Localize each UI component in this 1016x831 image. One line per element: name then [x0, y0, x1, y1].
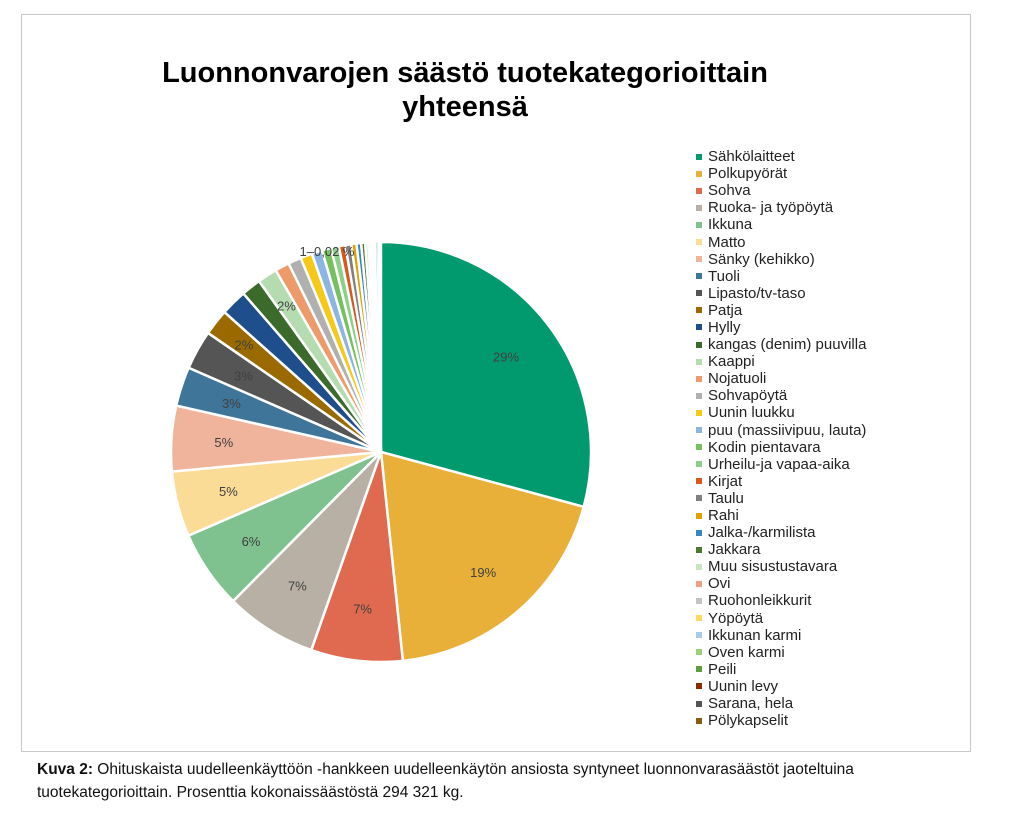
legend-item-24	[696, 558, 966, 575]
legend-item-0	[696, 148, 966, 165]
legend-label-19: Kirjat	[708, 472, 743, 490]
legend-swatch-29	[696, 649, 702, 655]
legend-label-0: Sähkölaitteet	[708, 148, 795, 166]
legend-swatch-32	[696, 701, 702, 707]
legend-label-12: Kaappi	[708, 353, 755, 371]
legend-item-18	[696, 456, 966, 473]
pie-data-label-7: 3%	[221, 395, 241, 411]
legend-label-26: Ruohonleikkurit	[708, 592, 812, 610]
legend-swatch-5	[696, 239, 702, 245]
legend-label-8: Lipasto/tv-taso	[708, 284, 806, 302]
legend-swatch-27	[696, 615, 702, 621]
pie-data-label-0: 29%	[493, 349, 520, 365]
legend-label-18: Urheilu-ja vapaa-aika	[708, 455, 850, 473]
small-slices-label: 1–0,02 %	[299, 244, 355, 259]
legend-label-1: Polkupyörät	[708, 165, 788, 183]
legend-label-6: Sänky (kehikko)	[708, 250, 815, 268]
legend-label-21: Rahi	[708, 507, 739, 525]
legend-item-15	[696, 404, 966, 421]
legend-item-25	[696, 575, 966, 592]
legend-swatch-16	[696, 427, 702, 433]
legend-label-14: Sohvapöytä	[708, 387, 788, 405]
legend-swatch-6	[696, 256, 702, 262]
legend-label-29: Oven karmi	[708, 643, 785, 661]
legend-label-22: Jalka-/karmilista	[708, 524, 816, 542]
legend-label-25: Ovi	[708, 575, 731, 593]
legend-label-9: Patja	[708, 301, 743, 319]
legend-swatch-33	[696, 718, 702, 724]
legend-label-2: Sohva	[708, 182, 751, 200]
legend-swatch-13	[696, 376, 702, 382]
legend-swatch-23	[696, 547, 702, 553]
legend-label-4: Ikkuna	[708, 216, 753, 234]
legend-swatch-4	[696, 222, 702, 228]
legend-swatch-18	[696, 461, 702, 467]
legend-item-32	[696, 695, 966, 712]
legend-label-13: Nojatuoli	[708, 370, 767, 388]
legend-label-11: kangas (denim) puuvilla	[708, 336, 867, 354]
legend-item-21	[696, 507, 966, 524]
legend-item-3	[696, 199, 966, 216]
legend-item-17	[696, 439, 966, 456]
legend-item-8	[696, 285, 966, 302]
caption-label: Kuva 2:	[37, 761, 93, 778]
pie-data-label-5: 5%	[219, 484, 238, 500]
legend-item-9	[696, 302, 966, 319]
pie-data-label-3: 7%	[287, 578, 307, 594]
legend-swatch-14	[696, 393, 702, 399]
caption-text: Ohituskaista uudelleenkäyttöön -hankkeen uudelleenkäytön ansiosta syntyneet luonnonvarasäästöt jaoteltuina tuotekategorioittain. Prosenttia kokonaissäästöstä 294 321 kg.	[37, 761, 854, 801]
legend-item-14	[696, 387, 966, 404]
legend-swatch-1	[696, 171, 702, 177]
legend-item-4	[696, 216, 966, 233]
legend-item-31	[696, 678, 966, 695]
pie-data-label-2: 7%	[353, 601, 373, 617]
legend-swatch-8	[696, 290, 702, 296]
legend-label-32: Sarana, hela	[708, 695, 794, 713]
legend-label-28: Ikkunan karmi	[708, 626, 802, 644]
legend-label-23: Jakkara	[708, 541, 761, 559]
legend-label-5: Matto	[708, 233, 746, 251]
legend-label-20: Taulu	[708, 489, 744, 507]
chart-title-line-2: yhteensä	[402, 91, 528, 123]
legend-swatch-22	[696, 530, 702, 536]
legend-swatch-9	[696, 307, 702, 313]
legend-swatch-19	[696, 478, 702, 484]
legend-item-26	[696, 592, 966, 609]
legend-swatch-12	[696, 359, 702, 365]
legend-swatch-3	[696, 205, 702, 211]
legend-item-16	[696, 422, 966, 439]
legend-item-33	[696, 712, 966, 729]
legend-swatch-30	[696, 666, 702, 672]
legend-swatch-15	[696, 410, 702, 416]
legend-label-16: puu (massiivipuu, lauta)	[708, 421, 867, 439]
legend-item-22	[696, 524, 966, 541]
legend-item-5	[696, 233, 966, 250]
pie-data-label-8: 3%	[233, 368, 253, 384]
legend-item-1	[696, 165, 966, 182]
legend-swatch-31	[696, 683, 702, 689]
chart-title-line-1: Luonnonvarojen säästö tuotekategorioittain	[162, 57, 768, 89]
legend-swatch-7	[696, 273, 702, 279]
legend-swatch-11	[696, 342, 702, 348]
legend-label-10: Hylly	[708, 318, 741, 336]
legend-label-3: Ruoka- ja työpöytä	[708, 199, 834, 217]
legend-label-33: Pölykapselit	[708, 712, 789, 730]
legend-item-7	[696, 268, 966, 285]
legend-swatch-0	[696, 154, 702, 160]
legend-item-11	[696, 336, 966, 353]
legend-swatch-17	[696, 444, 702, 450]
figure-caption	[37, 758, 967, 804]
legend-swatch-21	[696, 513, 702, 519]
legend-item-13	[696, 370, 966, 387]
chart-legend	[696, 148, 966, 729]
legend-item-2	[696, 182, 966, 199]
legend-item-29	[696, 644, 966, 661]
legend-item-23	[696, 541, 966, 558]
legend-label-7: Tuoli	[708, 267, 740, 285]
pie-data-label-12: 2%	[277, 298, 296, 314]
pie-data-label-1: 19%	[470, 564, 497, 580]
pie-data-label-9: 2%	[234, 337, 254, 353]
pie-data-label-4: 6%	[241, 533, 261, 549]
legend-label-15: Uunin luukku	[708, 404, 795, 422]
legend-swatch-20	[696, 495, 702, 501]
legend-swatch-26	[696, 598, 702, 604]
legend-swatch-28	[696, 632, 702, 638]
legend-label-27: Yöpöytä	[708, 609, 764, 627]
legend-item-12	[696, 353, 966, 370]
legend-swatch-25	[696, 581, 702, 587]
legend-item-6	[696, 251, 966, 268]
legend-item-27	[696, 610, 966, 627]
legend-label-30: Peili	[708, 660, 737, 678]
legend-label-24: Muu sisustustavara	[708, 558, 838, 576]
legend-swatch-10	[696, 324, 702, 330]
legend-item-19	[696, 473, 966, 490]
legend-item-30	[696, 661, 966, 678]
legend-swatch-24	[696, 564, 702, 570]
pie-data-label-6: 5%	[214, 434, 234, 450]
legend-item-28	[696, 627, 966, 644]
legend-item-10	[696, 319, 966, 336]
legend-label-17: Kodin pientavara	[708, 438, 821, 456]
legend-item-20	[696, 490, 966, 507]
legend-swatch-2	[696, 188, 702, 194]
legend-label-31: Uunin levy	[708, 677, 779, 695]
